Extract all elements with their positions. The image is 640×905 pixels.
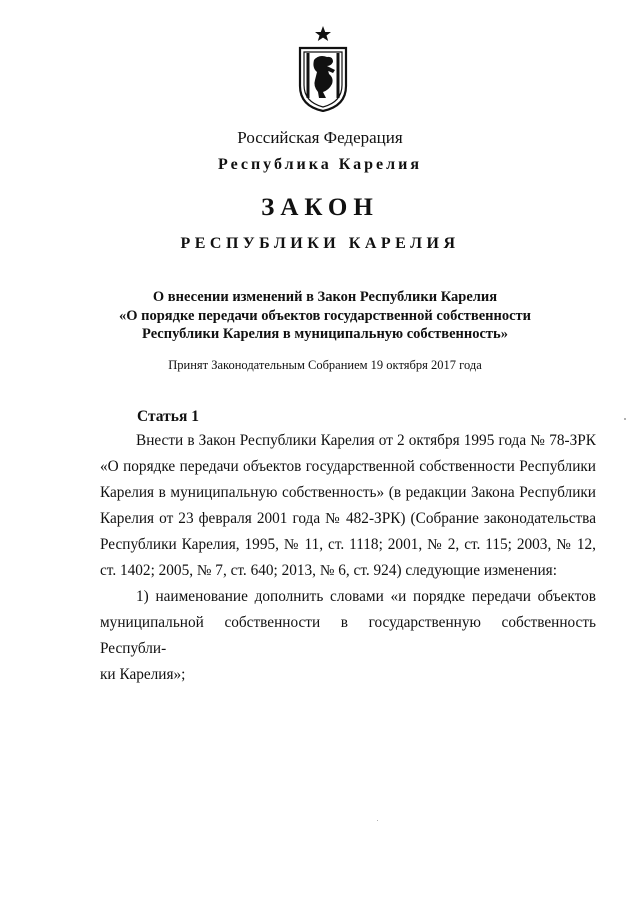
paragraph-line: Республики Карелия, 1995, № 11, ст. 1118; 2001, № 2, ст. 115; 2003, № 12, [100,536,596,553]
paragraph-line: 1) наименование дополнить словами «и порядке передачи объектов [136,588,596,605]
karelia-coat-of-arms-icon [297,26,349,112]
law-name-line: «О порядке передачи объектов государственной собственности [118,307,532,324]
law-name [60,288,590,344]
paragraph-line: ст. 1402; 2005, № 7, ст. 640; 2013, № 6, ст. 924) следующие изменения: [100,562,557,579]
country-name: Российская Федерация [237,128,403,147]
paragraph-line: ки Карелия»; [100,666,186,683]
paragraph-line: муниципальной собственности в государственную собственность Республи- [100,614,596,657]
article-paragraph-1 [100,428,596,584]
paragraph-line: Внести в Закон Республики Карелия от 2 октября 1995 года № 78-ЗРК [136,432,596,449]
article-heading: Статья 1 [137,408,199,425]
law-subtitle: РЕСПУБЛИКИ КАРЕЛИЯ [180,235,460,252]
paragraph-line: «О порядке передачи объектов государственной собственности Республики [100,458,596,475]
article-paragraph-2 [100,584,596,688]
paragraph-line: Карелия в муниципальную собственность» (в редакции Закона Республики [100,484,596,501]
scan-speck [624,418,626,420]
republic-name: Республика Карелия [218,156,422,173]
law-name-line: О внесении изменений в Закон Республики Карелия [152,289,498,305]
adoption-note: Принят Законодательным Собранием 19 октября 2017 года [168,358,482,372]
law-name-line: Республики Карелия в муниципальную собственность» [142,326,508,342]
scan-speck [377,820,378,821]
paragraph-line: Карелия от 23 февраля 2001 года № 482-ЗРК) (Собрание законодательства [100,510,596,527]
law-title: ЗАКОН [261,194,379,221]
